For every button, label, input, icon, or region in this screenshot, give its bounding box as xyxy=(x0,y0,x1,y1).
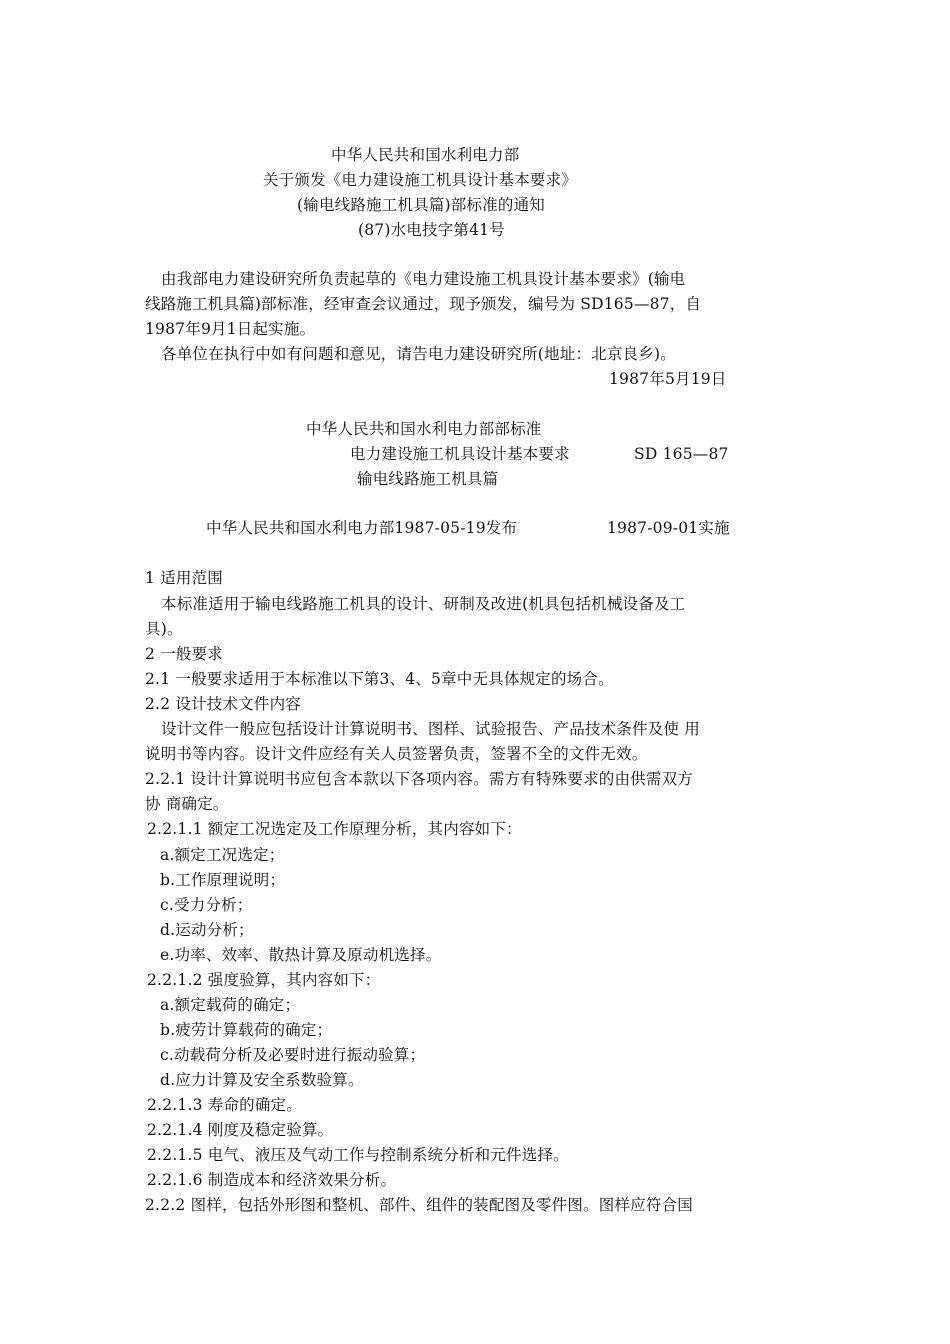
standard-issued: 中华人民共和国水利电力部1987-05-19发布 xyxy=(206,519,518,537)
list-item: b.疲劳计算载荷的确定； xyxy=(160,1021,333,1039)
clause-line: 2.2.1.1 额定工况选定及工作原理分析，其内容如下： xyxy=(147,820,522,838)
list-item: c.动载荷分析及必要时进行振动验算； xyxy=(160,1046,426,1064)
list-item: b.工作原理说明； xyxy=(160,871,286,889)
paragraph-line: 说明书等内容。设计文件应经有关人员签署负责，签署不全的文件无效。 xyxy=(145,745,648,763)
list-item: d.应力计算及安全系数验算。 xyxy=(160,1071,364,1089)
clause-line: 2.1 一般要求适用于本标准以下第3、4、5章中无具体规定的场合。 xyxy=(145,670,614,688)
notice-subtitle: (输电线路施工机具篇)部标准的通知 xyxy=(297,196,545,214)
standard-subtitle: 输电线路施工机具篇 xyxy=(357,470,499,488)
notice-paragraph-line: 由我部电力建设研究所负责起草的《电力建设施工机具设计基本要求》(输电 xyxy=(161,270,686,288)
paragraph-line: 设计文件一般应包括设计计算说明书、图样、试验报告、产品技术条件及使 用 xyxy=(161,720,700,738)
section-heading: 2 一般要求 xyxy=(145,645,223,663)
clause-line: 2.2.2 图样，包括外形图和整机、部件、组件的装配图及零件图。图样应符合国 xyxy=(145,1196,693,1214)
notice-number: (87)水电技字第41号 xyxy=(358,221,505,239)
section-heading: 1 适用范围 xyxy=(145,569,223,587)
standard-org-title: 中华人民共和国水利电力部部标准 xyxy=(306,420,542,438)
clause-line: 2.2.1.6 制造成本和经济效果分析。 xyxy=(147,1171,397,1189)
paragraph-line: 协 商确定。 xyxy=(145,795,229,813)
list-item: c.受力分析； xyxy=(160,896,253,914)
notice-ministry: 中华人民共和国水利电力部 xyxy=(331,146,520,164)
list-item: d.运动分析； xyxy=(160,921,254,939)
clause-line: 2.2.1.5 电气、液压及气动工作与控制系统分析和元件选择。 xyxy=(147,1146,569,1164)
paragraph-line: 本标准适用于输电线路施工机具的设计、研制及改进(机具包括机械设备及工 xyxy=(161,595,686,613)
notice-paragraph-line: 各单位在执行中如有问题和意见，请告电力建设研究所(地址：北京良乡)。 xyxy=(161,345,676,363)
clause-line: 2.2.1.2 强度验算，其内容如下： xyxy=(147,971,381,989)
notice-date: 1987年5月19日 xyxy=(609,370,727,388)
standard-code: SD 165—87 xyxy=(634,445,729,463)
clause-line: 2.2.1.4 刚度及稳定验算。 xyxy=(147,1121,334,1139)
list-item: e.功率、效率、散热计算及原动机选择。 xyxy=(160,946,442,964)
clause-line: 2.2.1.3 寿命的确定。 xyxy=(147,1096,302,1114)
notice-paragraph-line: 1987年9月1日起实施。 xyxy=(145,320,316,338)
clause-heading: 2.2 设计技术文件内容 xyxy=(145,695,301,713)
notice-paragraph-line: 线路施工机具篇)部标准，经审查会议通过，现予颁发，编号为 SD165—87，自 xyxy=(145,295,702,313)
list-item: a.额定工况选定； xyxy=(160,846,285,864)
standard-title: 电力建设施工机具设计基本要求 xyxy=(350,445,570,463)
clause-line: 2.2.1 设计计算说明书应包含本款以下各项内容。需方有特殊要求的由供需双方 xyxy=(145,770,693,788)
list-item: a.额定载荷的确定； xyxy=(160,996,301,1014)
paragraph-line: 具)。 xyxy=(145,620,183,638)
standard-effective: 1987-09-01实施 xyxy=(607,519,730,537)
notice-title: 关于颁发《电力建设施工机具设计基本要求》 xyxy=(263,171,578,189)
